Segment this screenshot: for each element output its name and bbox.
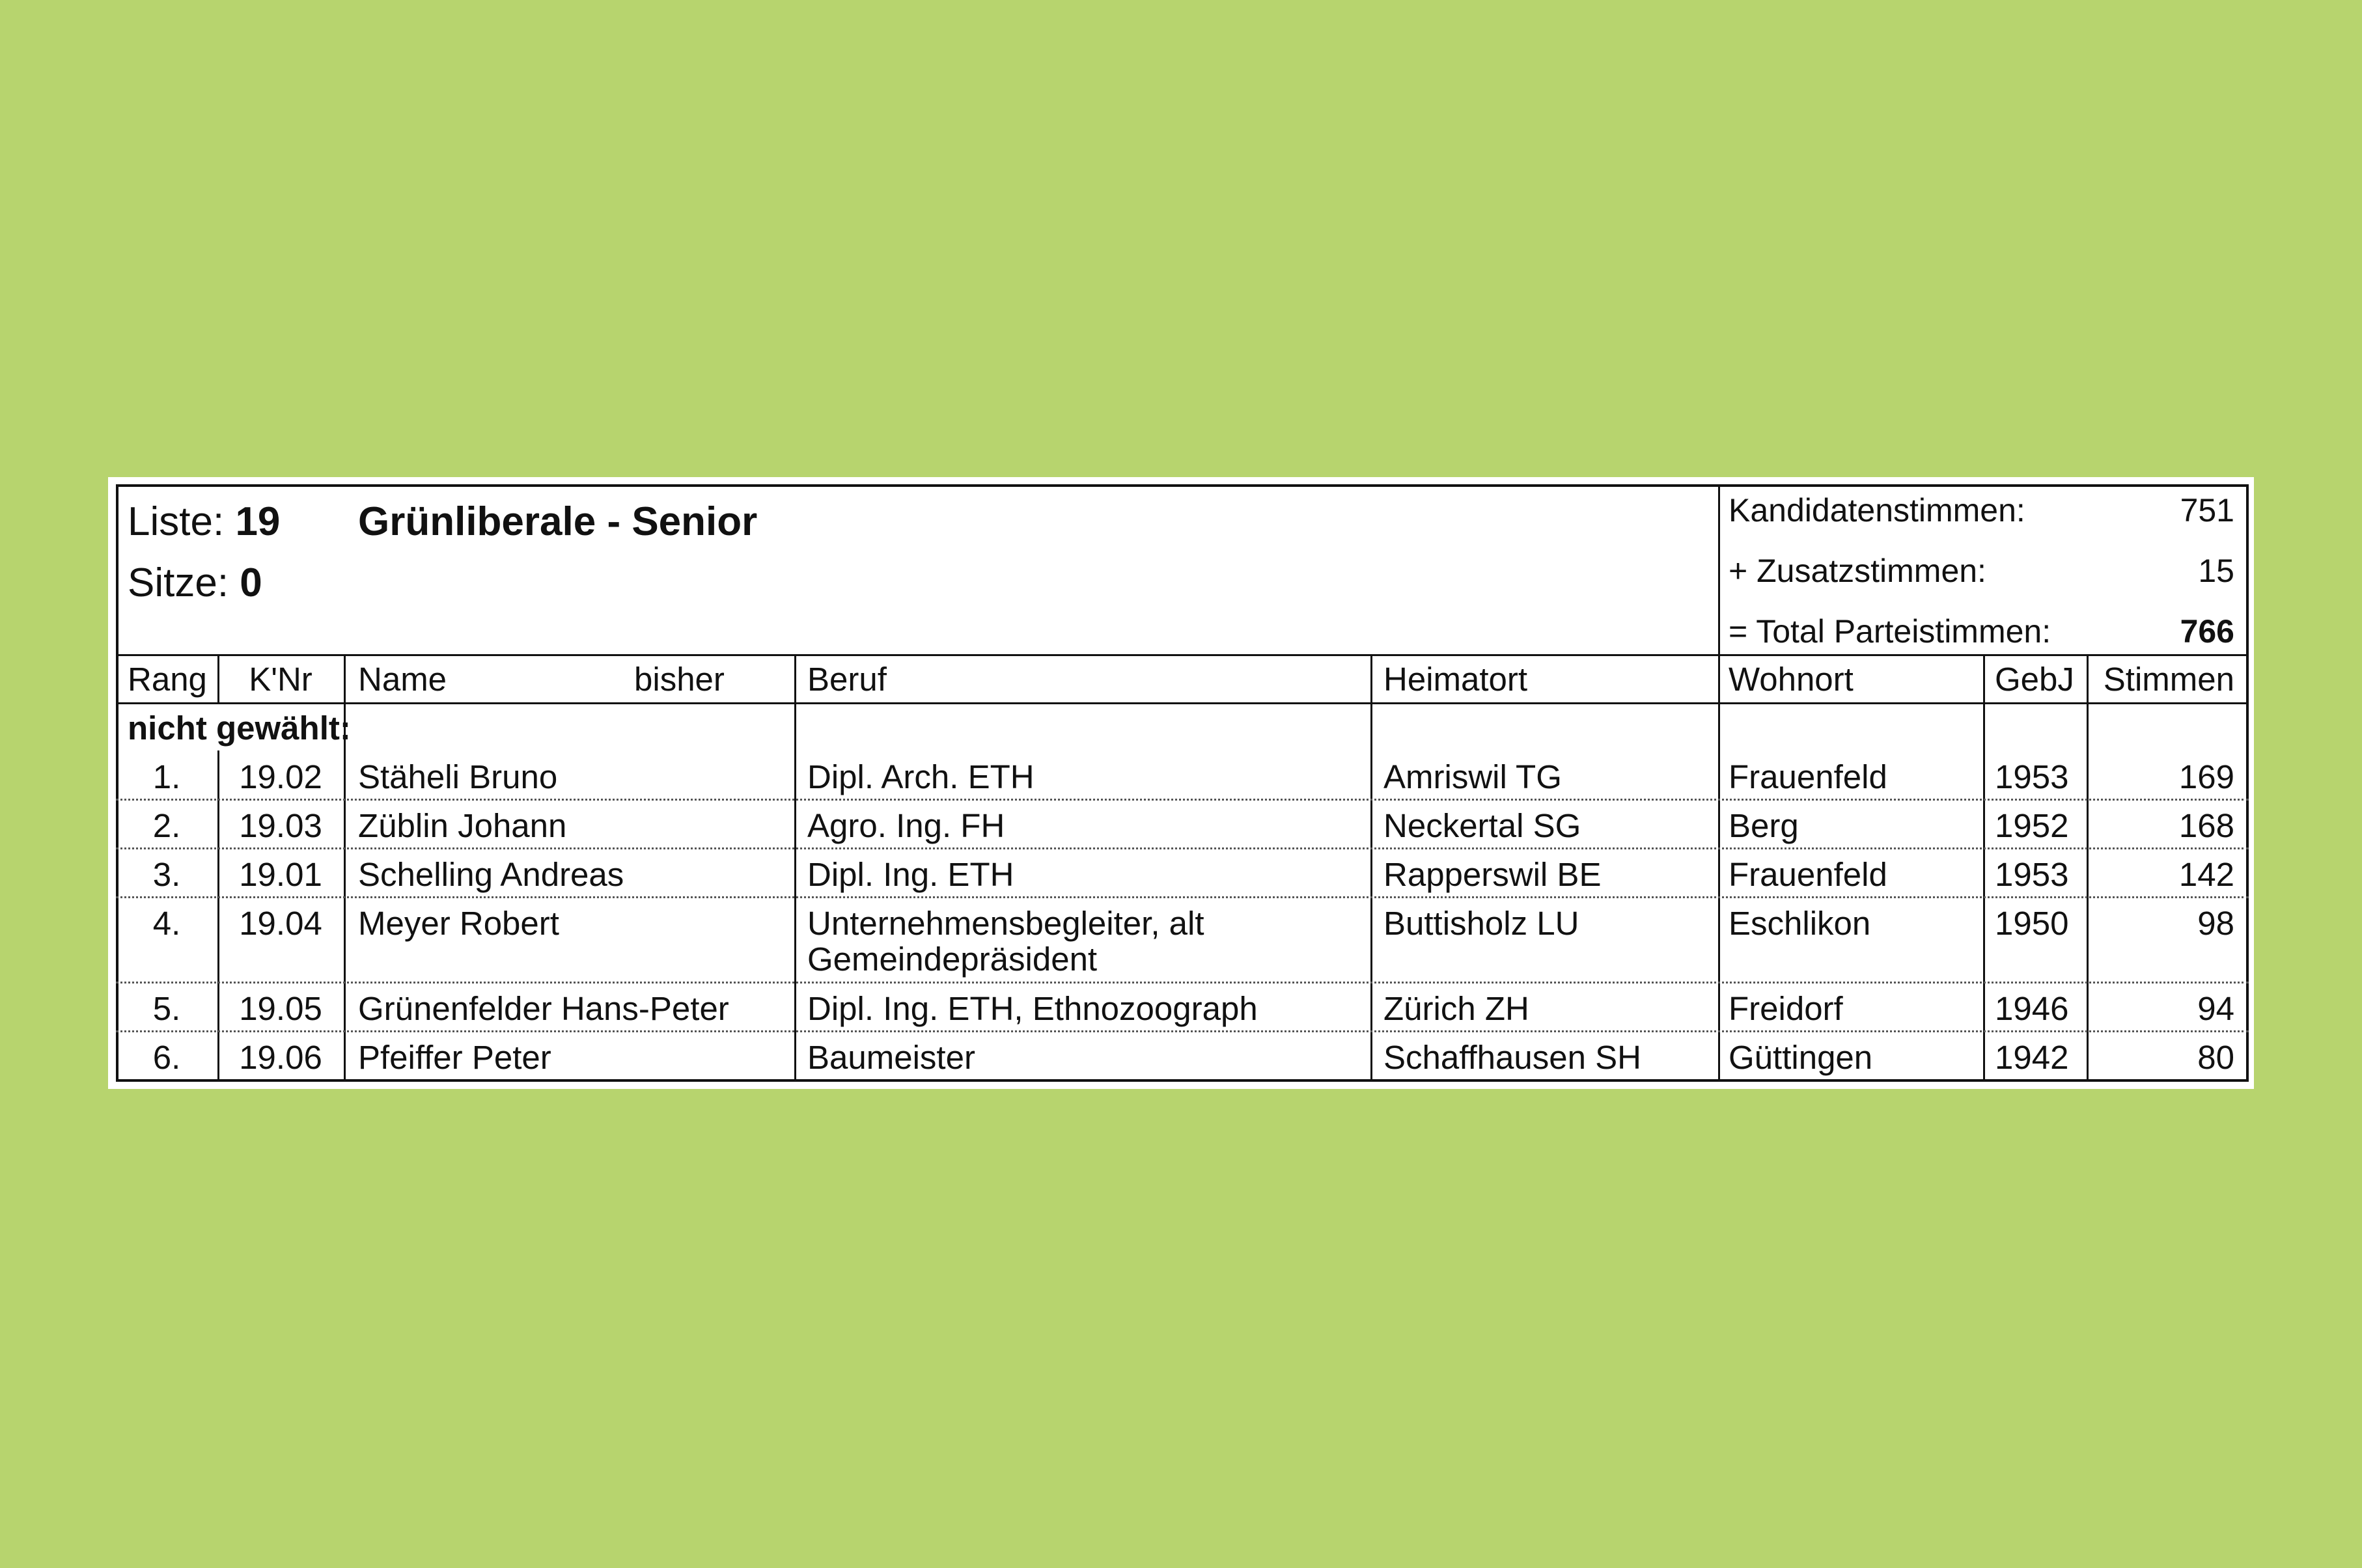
row-heimatort: Amriswil TG	[1383, 758, 1562, 795]
col-header-wohnort: Wohnort	[1729, 661, 1854, 698]
row-stimmen: 94	[2197, 990, 2234, 1027]
row-wohnort: Frauenfeld	[1729, 856, 1887, 893]
sitze-value: 0	[240, 560, 262, 605]
row-knr: 19.05	[239, 990, 322, 1027]
col-header-gebj: GebJ	[1995, 661, 2074, 698]
row-rang: 5.	[152, 990, 181, 1027]
row-wohnort: Berg	[1729, 807, 1799, 844]
kandidatenstimmen-value: 751	[2180, 492, 2234, 529]
row-knr: 19.04	[239, 905, 322, 942]
row-name: Schelling Andreas	[358, 856, 624, 893]
row-name: Stäheli Bruno	[358, 758, 558, 795]
sitze-label	[128, 560, 262, 606]
col-header-beruf: Beruf	[807, 661, 887, 698]
row-separator	[116, 1030, 2249, 1032]
row-gebj: 1942	[1995, 1039, 2069, 1076]
row-name: Pfeiffer Peter	[358, 1039, 551, 1076]
header-rule	[116, 654, 2249, 656]
row-name: Grünenfelder Hans-Peter	[358, 990, 729, 1027]
row-beruf: Unternehmensbegleiter, alt	[807, 905, 1204, 942]
row-stimmen: 168	[2178, 807, 2234, 844]
row-wohnort: Frauenfeld	[1729, 758, 1887, 795]
col-header-name: Name	[358, 661, 447, 698]
row-heimatort: Schaffhausen SH	[1383, 1039, 1641, 1076]
row-gebj: 1950	[1995, 905, 2069, 942]
col-header-bisher: bisher	[634, 661, 725, 698]
section-label-nicht-gewaehlt: nicht gewählt:	[128, 709, 351, 747]
row-name: Meyer Robert	[358, 905, 559, 942]
row-heimatort: Rapperswil BE	[1383, 856, 1602, 893]
row-wohnort: Freidorf	[1729, 990, 1843, 1027]
kandidatenstimmen-label: Kandidatenstimmen:	[1729, 492, 2025, 529]
row-rang: 6.	[152, 1039, 181, 1076]
row-beruf: Baumeister	[807, 1039, 975, 1076]
row-rang: 2.	[152, 807, 181, 844]
row-rang: 1.	[152, 758, 181, 795]
col-header-knr: K'Nr	[249, 661, 313, 698]
row-gebj: 1946	[1995, 990, 2069, 1027]
row-rang: 3.	[152, 856, 181, 893]
col-divider-wohnort	[1983, 654, 1985, 1082]
total-parteistimmen-value: 766	[2180, 613, 2234, 650]
liste-number: 19	[235, 499, 281, 544]
row-stimmen: 169	[2178, 758, 2234, 795]
col-header-stimmen: Stimmen	[2103, 661, 2234, 698]
row-separator	[116, 799, 2249, 801]
liste-label-text: Liste:	[128, 499, 225, 544]
col-divider-gebj	[2087, 654, 2089, 1082]
zusatzstimmen-value: 15	[2198, 553, 2234, 589]
row-separator	[116, 982, 2249, 983]
row-heimatort: Zürich ZH	[1383, 990, 1529, 1027]
row-knr: 19.06	[239, 1039, 322, 1076]
summary-divider	[1718, 484, 1720, 1082]
col-divider-beruf	[1370, 654, 1372, 1082]
row-gebj: 1953	[1995, 856, 2069, 893]
row-rang: 4.	[152, 905, 181, 942]
col-divider-name	[794, 654, 796, 1082]
sitze-label-text: Sitze:	[128, 560, 229, 605]
row-beruf: Dipl. Ing. ETH, Ethnozoograph	[807, 990, 1258, 1027]
zusatzstimmen-label: + Zusatzstimmen:	[1729, 553, 1986, 589]
party-name: Grünliberale - Senior	[358, 499, 758, 544]
row-knr: 19.01	[239, 856, 322, 893]
row-gebj: 1953	[1995, 758, 2069, 795]
row-separator	[116, 847, 2249, 849]
row-beruf: Agro. Ing. FH	[807, 807, 1005, 844]
col-header-rang: Rang	[128, 661, 207, 698]
row-heimatort: Neckertal SG	[1383, 807, 1581, 844]
liste-label	[128, 499, 280, 545]
results-sheet	[108, 477, 2254, 1089]
row-gebj: 1952	[1995, 807, 2069, 844]
row-wohnort: Güttingen	[1729, 1039, 1873, 1076]
row-knr: 19.02	[239, 758, 322, 795]
column-header-rule	[116, 702, 2249, 704]
row-beruf: Dipl. Arch. ETH	[807, 758, 1035, 795]
row-wohnort: Eschlikon	[1729, 905, 1871, 942]
row-heimatort: Buttisholz LU	[1383, 905, 1579, 942]
row-stimmen: 98	[2197, 905, 2234, 942]
row-name: Züblin Johann	[358, 807, 567, 844]
row-separator	[116, 896, 2249, 898]
total-parteistimmen-label: = Total Parteistimmen:	[1729, 613, 2051, 650]
row-stimmen: 80	[2197, 1039, 2234, 1076]
row-beruf: Dipl. Ing. ETH	[807, 856, 1014, 893]
col-header-heimatort: Heimatort	[1383, 661, 1528, 698]
row-beruf-line2: Gemeindepräsident	[807, 941, 1098, 978]
row-knr: 19.03	[239, 807, 322, 844]
row-stimmen: 142	[2178, 856, 2234, 893]
